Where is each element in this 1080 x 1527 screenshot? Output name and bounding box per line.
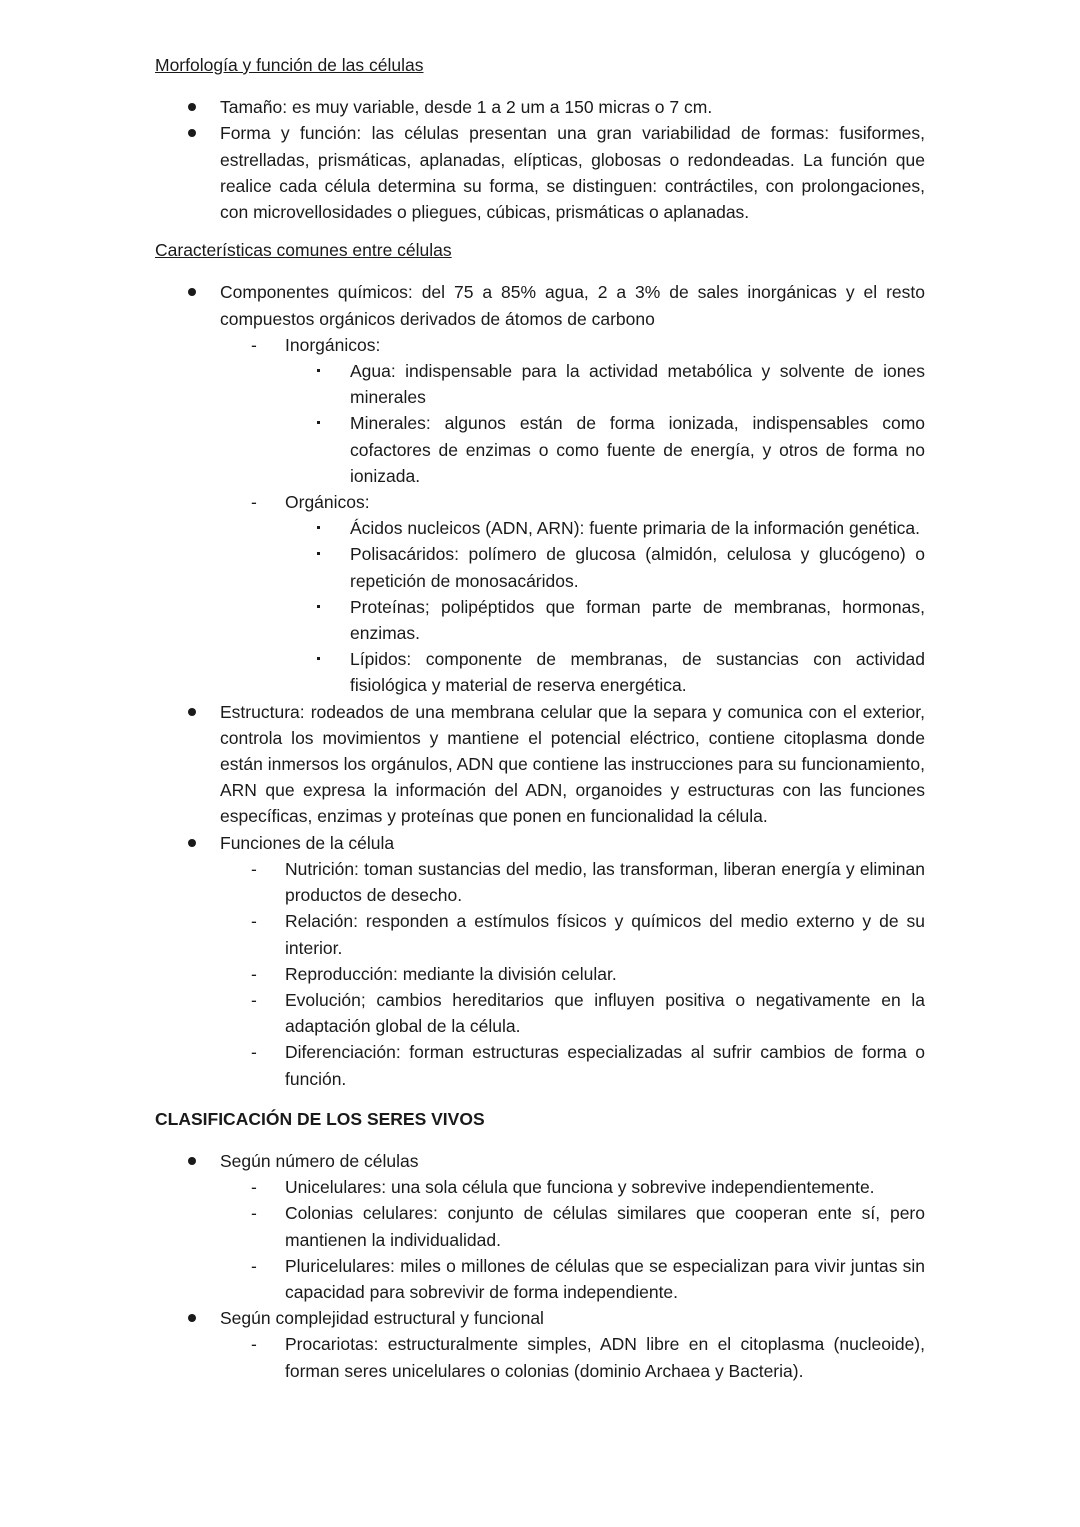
funciones-list: [285, 856, 925, 1092]
morfologia-list: [155, 94, 925, 225]
section-title-morfologia: Morfología y función de las células: [155, 55, 424, 75]
inorganicos-list: [350, 358, 925, 489]
list-item: - Procariotas: estructuralmente simples, ADN libre en el citoplasma (nucleoide), forman seres unicelulares o colonias (dominio Archaea y Bacteria).: [285, 1331, 925, 1383]
list-item: - Colonias celulares: conjunto de células similares que cooperan ente sí, pero mantienen la individualidad.: [285, 1200, 925, 1252]
list-item: Minerales: algunos están de forma ionizada, indispensables como cofactores de enzimas o como fuente de energía, y otros de forma no ionizada.: [350, 410, 925, 489]
list-item-organicos: [285, 489, 925, 699]
clasificacion-list-2: [155, 1305, 925, 1331]
caracteristicas-list-2: [155, 699, 925, 856]
list-item: - Nutrición: toman sustancias del medio, las transforman, liberan energía y eliminan productos de desecho.: [285, 856, 925, 908]
list-item: Forma y función: las células presentan una gran variabilidad de formas: fusiformes, estrelladas, prismáticas, aplanadas, elípticas, globosas o redondeadas. La función que realice cada célula determina su forma, se distinguen: contráctiles, con prolongaciones, con microvellosidades o pliegues, cúbicas, prismáticas o aplanadas.: [155, 120, 925, 225]
list-item: - Evolución; cambios hereditarios que influyen positiva o negativamente en la adaptación global de la célula.: [285, 987, 925, 1039]
complejidad-label: Según complejidad estructural y funcional: [220, 1308, 544, 1329]
clasificacion-list: [155, 1148, 925, 1174]
list-item: Lípidos: componente de membranas, de sustancias con actividad fisiológica y material de reserva energética.: [350, 646, 925, 698]
complejidad-sublist: [285, 1331, 925, 1383]
list-item: - Relación: responden a estímulos físicos y químicos del medio externo y de su interior.: [285, 908, 925, 960]
caracteristicas-list: [155, 279, 925, 331]
list-item-estructura: Estructura: rodeados de una membrana celular que la separa y comunica con el exterior, controla los movimientos y mantiene el potencial eléctrico, contiene citoplasma donde están inmersos los orgánulos, ADN que contiene las instrucciones para su funcionamiento, ARN que expresa la información del ADN, organoides y estructuras con las funciones específicas, enzimas y proteínas que ponen en funcionalidad la célula.: [155, 699, 925, 830]
list-item-funciones: [155, 830, 925, 856]
funciones-label: Funciones de la célula: [220, 832, 395, 853]
organicos-label: Orgánicos:: [285, 492, 370, 513]
section-title-caracteristicas: Características comunes entre células: [155, 240, 452, 261]
componentes-text: Componentes químicos: del 75 a 85% agua, 2 a 3% de sales inorgánicas y el resto compuestos orgánicos derivados de átomos de carbono: [220, 282, 925, 329]
list-item: - Diferenciación: forman estructuras especializadas al sufrir cambios de forma o función.: [285, 1039, 925, 1091]
list-item: Ácidos nucleicos (ADN, ARN): fuente primaria de la información genética.: [350, 515, 925, 541]
list-item: Tamaño: es muy variable, desde 1 a 2 um a 150 micras o 7 cm.: [155, 94, 925, 120]
list-item-numero: [155, 1148, 925, 1174]
list-item: Agua: indispensable para la actividad metabólica y solvente de iones minerales: [350, 358, 925, 410]
inorganicos-label: Inorgánicos:: [285, 334, 381, 355]
list-item: Proteínas; polipéptidos que forman parte de membranas, hormonas, enzimas.: [350, 594, 925, 646]
section-title-clasificacion: CLASIFICACIÓN DE LOS SERES VIVOS: [155, 1108, 485, 1129]
list-item: - Reproducción: mediante la división celular.: [285, 961, 925, 987]
numero-label: Según número de células: [220, 1150, 419, 1171]
componentes-sublist: [285, 332, 925, 699]
list-item: - Unicelulares: una sola célula que funciona y sobrevive independientemente.: [285, 1174, 925, 1200]
list-item: Polisacáridos: polímero de glucosa (almidón, celulosa y glucógeno) o repetición de monosacáridos.: [350, 541, 925, 593]
list-item-componentes: [155, 279, 925, 331]
list-item-complejidad: [155, 1305, 925, 1331]
numero-sublist: [285, 1174, 925, 1305]
list-item: - Pluricelulares: miles o millones de células que se especializan para vivir juntas sin capacidad para sobrevivir de forma independiente.: [285, 1253, 925, 1305]
organicos-list: [350, 515, 925, 698]
list-item-inorganicos: [285, 332, 925, 489]
